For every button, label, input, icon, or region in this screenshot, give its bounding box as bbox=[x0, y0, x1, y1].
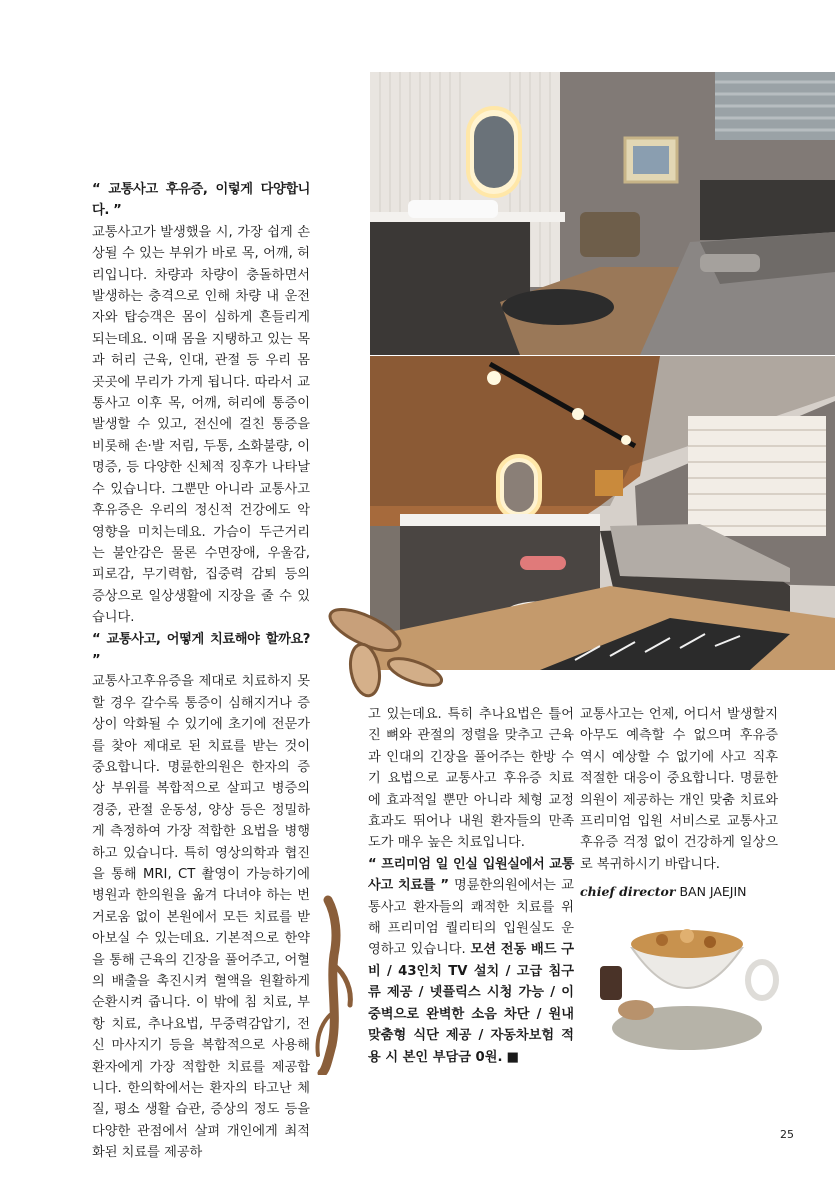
author-signature bbox=[580, 881, 778, 902]
end-mark: ■ bbox=[502, 1049, 520, 1065]
article-column-right bbox=[580, 704, 778, 903]
paragraph-symptoms: 교통사고가 발생했을 시, 가장 쉽게 손상될 수 있는 부위가 바로 목, 어깨, 허리입니다. 차량과 차량이 충돌하면서 발생하는 충격으로 인해 차량 내 운전자와 탑승객은 몸이 심하게 흔들리게 되는데요. 이때 몸을 지탱하고 있는 목과 허리 근육, 인대, 관절 등 우리 몸 곳곳에 무리가 가게 됩니다. 따라서 교통사고 이후 목, 어깨, 허리에 통증이 발생할 수 있고, 전신에 걸친 통증을 비롯해 손·발 저림, 두통, 소화불량, 이명증, 등 다양한 신체적 징후가 나타날 수 있습니다. 그뿐만 아니라 교통사고 후유증은 우리의 정신적 건강에도 악영향을 미치는데요. 가슴이 두근거리는 불안감은 물론 수면장애, 우울감, 피로감, 무기력함, 집중력 감퇴 등의 증상으로 일상생활에 지장을 줄 수 있습니다. bbox=[92, 224, 310, 626]
section-heading-treatment: “ 교통사고, 어떻게 치료해야 할까요? ” bbox=[92, 631, 310, 668]
herbal-medicine-bowl-illustration bbox=[592, 908, 782, 1058]
paragraph-inpatient bbox=[368, 854, 574, 1068]
paragraph-closing: 교통사고는 언제, 어디서 발생할지 아무도 예측할 수 없으며 후유증 역시 예상할 수 없기에 사고 직후 적절한 대응이 중요합니다. 명륜한의원이 제공하는 개인 맞춤 치료와 프리미엄 입원 서비스로 교통사고 후유증 걱정 없이 건강하게 일상으로 복귀하시기 바랍니다. bbox=[580, 707, 778, 872]
author-name: BAN JAEJIN bbox=[675, 884, 747, 900]
page-number: 25 bbox=[780, 1128, 794, 1141]
author-role: chief director bbox=[580, 884, 676, 900]
inpatient-features-text: 모션 전동 배드 구비 / 43인치 TV 설치 / 고급 침구류 제공 / 넷플릭스 시청 가능 / 이중벽으로 완벽한 소음 차단 / 원내 맞춤형 식단 제공 / 자동차보험 적용 시 본인 부담금 0원. bbox=[368, 942, 575, 1065]
hospital-room-photo-top bbox=[370, 72, 835, 355]
paragraph-treatment: 교통사고후유증을 제대로 치료하지 못할 경우 갈수록 통증이 심해지거나 증상이 악화될 수 있기에 초기에 전문가를 찾아 제대로 된 치료를 받는 것이 중요합니다. 명륜한의원은 한자의 증상 부위를 복합적으로 살피고 병증의 경중, 관절 운동성, 양상 등은 정밀하게 측정하여 가장 적합한 요법을 병행하고 있습니다. 특히 영상의학과 협진을 통해 MRI, CT 촬영이 가능하기에 병원과 한의원을 옮겨 다녀야 하는 번거로움 없이 본원에서 모든 치료를 받아보실 수 있는데요. 기본적으로 한약을 통해 근육의 긴장을 풀어주고, 어혈의 배출을 촉진시켜 혈액을 원활하게 순환시켜 줍니다. 이 밖에 침 치료, 부항 치료, 추나요법, 무중력감압기, 전신 마사지기 등을 복합적으로 사용해 환자에게 가장 적합한 치료를 제공합니다. 한의학에서는 환자의 타고난 체질, 평소 생활 습관, 증상의 정도 등을 다양한 관점에서 살펴 개인에게 최적화된 치료를 제공하 bbox=[92, 674, 310, 1161]
section-heading-symptoms: “ 교통사고 후유증, 이렇게 다양합니다. ” bbox=[92, 182, 310, 219]
paragraph-chuna: 고 있는데요. 특히 추나요법은 틀어진 뼈와 관절의 정렬을 맞추고 근육과 인대의 긴장을 풀어주는 한방 수기 요법으로 교통사고 후유증 치료에 효과적일 뿐만 아니라 체형 교정 효과도 뛰어나 내원 환자들의 만족도가 매우 높은 치료입니다. bbox=[368, 707, 574, 851]
article-column-middle bbox=[368, 704, 574, 1068]
section-heading-inpatient: “ 프리미엄 일 인실 입원실에서 교통사고 치료를 ” bbox=[368, 856, 574, 894]
article-column-left bbox=[92, 179, 310, 1164]
herbal-root-slices-illustration bbox=[325, 600, 445, 700]
ginseng-root-illustration bbox=[308, 895, 358, 1075]
inpatient-intro-text: 명륜한의원에서는 교통사고 환자들의 쾌적한 치료를 위해 프리미엄 퀄리티의 입원실도 운영하고 있습니다. bbox=[368, 878, 574, 958]
